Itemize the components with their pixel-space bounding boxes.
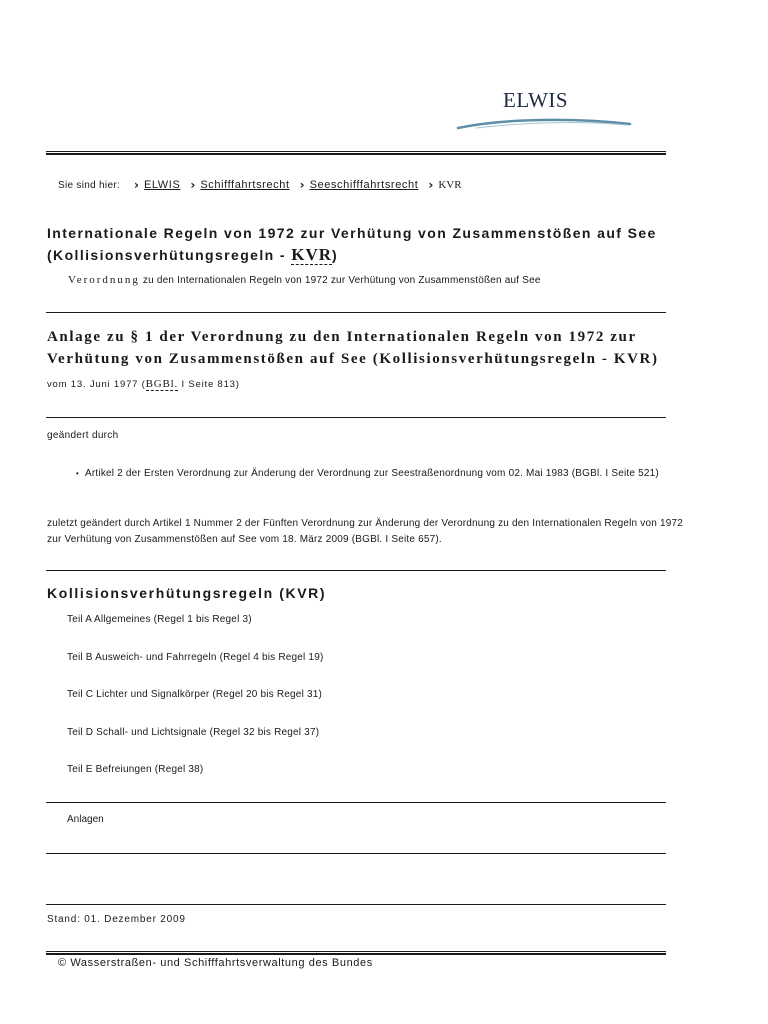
annex-title-line1: Anlage zu § 1 der Verordnung zu den Internationalen Regeln von 1972 zur: [47, 329, 637, 345]
footer-copyright: © Wasserstraßen- und Schifffahrtsverwaltung des Bundes: [58, 957, 373, 969]
section-divider: [46, 853, 666, 854]
breadcrumb: [58, 178, 472, 192]
chevron-right-icon: ›: [190, 178, 196, 192]
breadcrumb-link-elwis[interactable]: ELWIS: [143, 179, 181, 191]
section-divider: [46, 312, 666, 313]
regulation-subtitle: [68, 274, 541, 286]
part-link-a[interactable]: Teil A Allgemeines (Regel 1 bis Regel 3): [67, 614, 252, 625]
amendment-text: Artikel 2 der Ersten Verordnung zur Änderung der Verordnung zur Seestraßenordnung vom 02. Mai 1983 (BGBl. I Seite 521): [85, 468, 659, 479]
status-date: Stand: 01. Dezember 2009: [47, 914, 186, 925]
part-link-e[interactable]: Teil E Befreiungen (Regel 38): [67, 764, 204, 775]
page-title-line2-suffix: ): [332, 247, 339, 263]
kvr-section-title: Kollisionsverhütungsregeln (KVR): [47, 585, 327, 601]
part-link-b[interactable]: Teil B Ausweich- und Fahrregeln (Regel 4 bis Regel 19): [67, 651, 324, 663]
section-divider: [46, 417, 666, 418]
annex-title-line2: Verhütung von Zusammenstößen auf See (Kollisionsverhütungsregeln - KVR): [47, 351, 659, 367]
chevron-right-icon: ›: [134, 178, 139, 192]
section-divider: [46, 570, 666, 571]
section-divider: [46, 904, 666, 905]
logo-swoosh-icon: [456, 116, 632, 132]
enactment-date: [47, 378, 240, 390]
part-link-d[interactable]: Teil D Schall- und Lichtsignale (Regel 32 bis Regel 37): [67, 726, 320, 738]
breadcrumb-link-schifffahrtsrecht[interactable]: Schifffahrtsrecht: [200, 179, 290, 191]
date-prefix: vom 13. Juni 1977 (: [47, 379, 146, 390]
breadcrumb-item-elwis: [134, 178, 180, 192]
date-suffix: I Seite 813): [178, 379, 240, 390]
chevron-right-icon: ›: [299, 178, 305, 192]
breadcrumb-item-current: [428, 178, 461, 192]
bullet-icon: •: [76, 469, 80, 478]
amended-label: geändert durch: [47, 430, 119, 441]
subtitle-rest: zu den Internationalen Regeln von 1972 zur Verhütung von Zusammenstößen auf See: [139, 275, 541, 286]
header-divider: [46, 151, 666, 155]
breadcrumb-item-seeschifffahrtsrecht: [300, 178, 419, 192]
kvr-abbreviation[interactable]: KVR: [291, 245, 333, 264]
breadcrumb-item-schifffahrtsrecht: [190, 178, 289, 192]
breadcrumb-link-seeschifffahrtsrecht[interactable]: Seeschifffahrtsrecht: [309, 179, 419, 191]
last-amendment-text: zuletzt geändert durch Artikel 1 Nummer 2 der Fünften Verordnung zur Änderung der Verordnung zu den Internationalen Regeln von 1972 zur Verhütung von Zusammenstößen auf See vom 18. März 2009 (BGBl. I Seite 657).: [47, 518, 684, 545]
elwis-logo[interactable]: ELWIS: [503, 88, 569, 112]
page-title-line1: Internationale Regeln von 1972 zur Verhütung von Zusammenstößen auf See: [47, 225, 657, 241]
page-title: [47, 222, 687, 266]
section-divider: [46, 802, 666, 803]
bgbl-abbreviation[interactable]: BGBl.: [145, 378, 179, 390]
parts-list: [67, 612, 323, 800]
footer-divider: [46, 951, 666, 955]
subtitle-keyword: Verordnung: [68, 274, 140, 286]
part-link-c[interactable]: Teil C Lichter und Signalkörper (Regel 20 bis Regel 31): [67, 689, 323, 700]
breadcrumb-current: KVR: [438, 179, 462, 191]
annex-link[interactable]: Anlagen: [67, 814, 104, 825]
breadcrumb-prefix: Sie sind hier:: [58, 179, 121, 191]
chevron-right-icon: ›: [428, 178, 434, 192]
annex-title: [47, 326, 687, 370]
list-item: [76, 466, 676, 482]
page-title-line2-prefix: (Kollisionsverhütungsregeln -: [47, 247, 292, 263]
